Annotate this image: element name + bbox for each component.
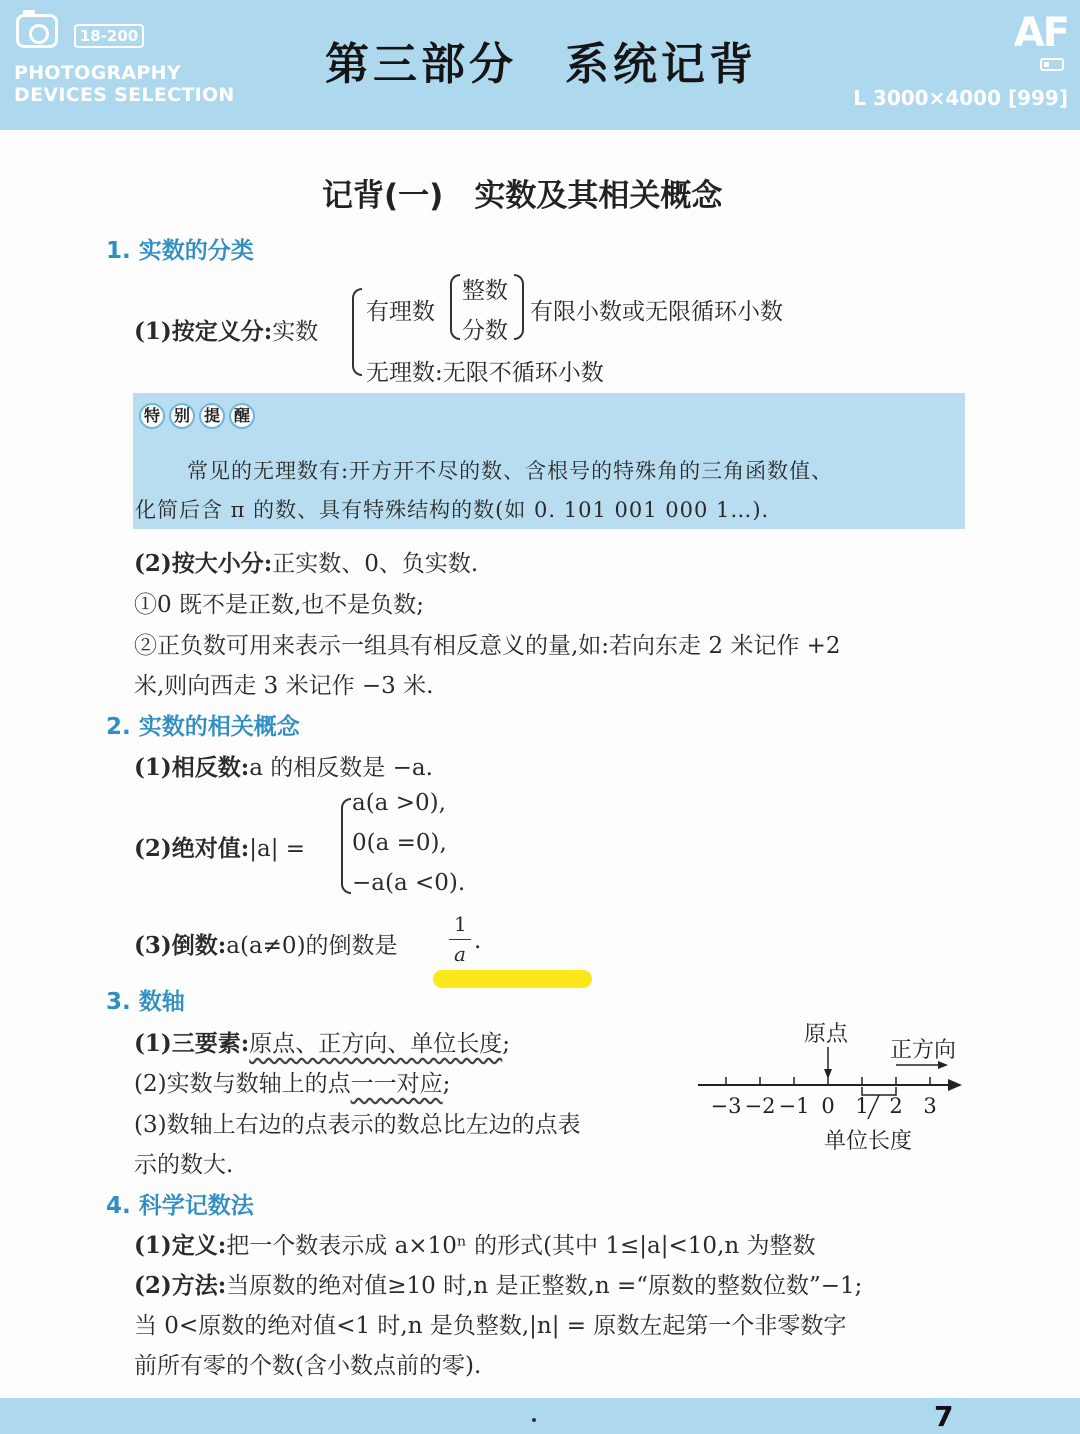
af-indicator: AF <box>1013 10 1068 56</box>
battery-icon <box>1040 58 1064 71</box>
tag-char: 别 <box>169 403 195 429</box>
camera-icon <box>16 14 58 48</box>
page-number: 7 <box>934 1400 954 1433</box>
integer-label: 整数 <box>462 278 508 304</box>
item-text: a(a≠0)的倒数是 <box>226 933 398 959</box>
left-brace <box>341 798 351 894</box>
sci-method <box>134 1267 862 1300</box>
reciprocal <box>134 927 398 960</box>
irrational-definition: 无理数:无限不循环小数 <box>366 360 604 386</box>
item-text: 当原数的绝对值≥10 时,n 是正整数,n =“原数的整数位数”−1; <box>226 1273 863 1299</box>
sci-method-line-2: 当 0<原数的绝对值<1 时,n 是负整数,|n| = 原数左起第一个非零数字 <box>134 1313 847 1339</box>
left-brace <box>352 288 362 376</box>
classify-by-definition <box>134 313 318 346</box>
item-label: (3)倒数: <box>134 932 227 959</box>
sci-definition <box>134 1227 815 1260</box>
axis-tick-label: 2 <box>889 1094 903 1118</box>
page-title: 第三部分 系统记背 <box>325 39 757 90</box>
fraction-denominator: a <box>454 942 466 966</box>
opposite-number <box>134 749 433 782</box>
item-text: 原点、正方向、单位长度 <box>249 1031 503 1057</box>
number-line-diagram <box>690 1015 980 1165</box>
item-end: ; <box>502 1031 511 1057</box>
special-reminder-box <box>133 393 965 529</box>
item-label: (1)定义: <box>134 1232 227 1259</box>
item-label: (1)按定义分: <box>134 318 273 345</box>
item-label: (1)相反数: <box>134 754 250 781</box>
sci-method-line-3: 前所有零的个数(含小数点前的零). <box>134 1353 482 1379</box>
one-to-one <box>134 1065 450 1098</box>
brand-line-1: PHOTOGRAPHY <box>14 62 181 84</box>
axis-tick-label: 1 <box>855 1094 869 1118</box>
fraction-bar <box>449 939 471 940</box>
abs-case-negative: −a(a <0). <box>352 870 466 896</box>
axis-tick-label: 3 <box>923 1094 937 1118</box>
abs-case-positive: a(a >0), <box>352 790 446 816</box>
item-label: (2)方法: <box>134 1272 227 1299</box>
heading-scientific-notation: 4. 科学记数法 <box>106 1193 254 1219</box>
order-line-1: (3)数轴上右边的点表示的数总比左边的点表 <box>134 1112 581 1138</box>
absolute-value <box>134 830 305 863</box>
axis-tick-label: 0 <box>821 1094 835 1118</box>
fraction-label: 分数 <box>462 318 508 344</box>
note-opposite-line-1: ②正负数可用来表示一组具有相反意义的量,如:若向东走 2 米记作 +2 <box>134 633 841 659</box>
header-bar <box>0 0 1080 130</box>
fraction-numerator: 1 <box>454 912 467 936</box>
footer-bar <box>0 1398 1080 1434</box>
origin-label: 原点 <box>804 1022 849 1047</box>
heading-real-classification: 1. 实数的分类 <box>106 238 254 264</box>
item-text: a 的相反数是 −a. <box>249 755 433 781</box>
left-brace-inner <box>450 274 460 340</box>
note-opposite-line-2: 米,则向西走 3 米记作 −3 米. <box>134 673 434 699</box>
right-brace <box>514 274 524 340</box>
section-subtitle: 记背(一) 实数及其相关概念 <box>322 178 723 214</box>
classify-by-size <box>134 545 478 578</box>
brand-line-2: DEVICES SELECTION <box>14 84 235 106</box>
highlighter-mark <box>433 970 592 988</box>
resolution-readout: L 3000×4000 [999] <box>853 86 1068 110</box>
item-text: 正实数、0、负实数. <box>272 551 479 577</box>
positive-direction-label: 正方向 <box>890 1038 957 1063</box>
origin-arrowhead <box>824 1069 832 1079</box>
note-zero: ①0 既不是正数,也不是负数; <box>134 592 425 618</box>
item-text: 把一个数表示成 a×10ⁿ 的形式(其中 1≤|a|<10,n 为整数 <box>226 1233 816 1259</box>
item-label: (2)绝对值: <box>134 835 250 862</box>
axis-tick-label: −1 <box>778 1094 810 1118</box>
item-label: (1)三要素: <box>134 1030 250 1057</box>
axis-tick-label: −2 <box>744 1094 776 1118</box>
tag-char: 特 <box>139 403 165 429</box>
rational-description: 有限小数或无限循环小数 <box>530 299 783 325</box>
fraction-period: . <box>474 928 482 954</box>
reminder-line-2: 化简后含 π 的数、具有特殊结构的数(如 0. 101 001 000 1…). <box>135 498 770 522</box>
range-badge: 18-200 <box>74 24 144 48</box>
item-label: (2)按大小分: <box>134 550 273 577</box>
item-text: (2)实数与数轴上的点 <box>134 1071 351 1097</box>
heading-related-concepts: 2. 实数的相关概念 <box>106 714 300 740</box>
order-line-2: 示的数大. <box>134 1152 234 1178</box>
tag-char: 提 <box>199 403 225 429</box>
item-end: ; <box>442 1071 451 1097</box>
item-text: |a| = <box>249 836 306 862</box>
unit-length-label: 单位长度 <box>824 1129 913 1154</box>
footer-dot <box>532 1418 536 1422</box>
unit-pointer <box>868 1095 879 1119</box>
abs-case-zero: 0(a =0), <box>352 830 447 856</box>
root-term: 实数 <box>272 319 319 345</box>
axis-arrow <box>948 1079 962 1091</box>
axis-tick-label: −3 <box>710 1094 742 1118</box>
axis-ticks <box>711 1077 937 1118</box>
reminder-tag <box>139 403 259 429</box>
tag-char: 醒 <box>229 403 255 429</box>
three-elements <box>134 1025 510 1058</box>
wavy-text: 一一对应 <box>350 1071 443 1097</box>
reminder-line-1: 常见的无理数有:开方开不尽的数、含根号的特殊角的三角函数值、 <box>187 459 834 483</box>
rational-label: 有理数 <box>366 299 435 325</box>
heading-number-line: 3. 数轴 <box>106 989 185 1015</box>
